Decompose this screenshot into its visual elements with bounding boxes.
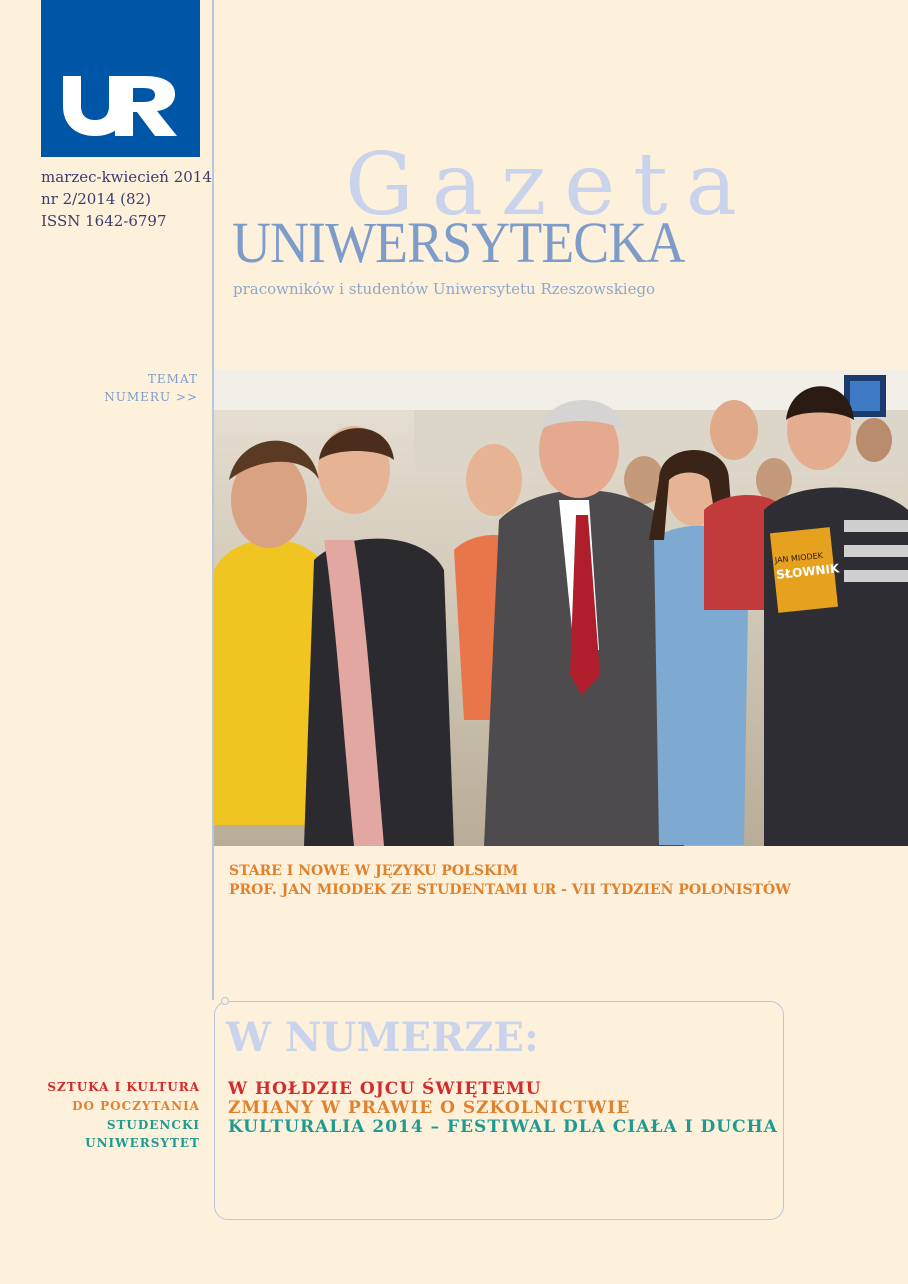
issue-number: nr 2/2014 (82) (41, 190, 151, 208)
contents-item[interactable]: ZMIANY W PRAWIE O SZKOLNICTWIE (228, 1098, 631, 1118)
section-label: SZTUKA I KULTURA (47, 1080, 200, 1094)
book-author: JAN MIODEK (774, 550, 824, 565)
caption-line2: PROF. JAN MIODEK ZE STUDENTAMI UR - VII TYDZIEŃ POLONISTÓW (229, 882, 791, 898)
contents-heading: W NUMERZE: (226, 1014, 539, 1061)
masthead-gazeta: Gazeta (345, 135, 756, 235)
issue-issn: ISSN 1642-6797 (41, 212, 167, 230)
temat-line1: TEMAT (147, 372, 198, 386)
issue-date: marzec-kwiecień 2014 (41, 168, 212, 186)
cover-photo (214, 370, 908, 846)
contents-item[interactable]: KULTURALIA 2014 – FESTIWAL DLA CIAŁA I DUCHA (228, 1117, 778, 1137)
section-label: STUDENCKI (106, 1118, 200, 1132)
cover-photo-illustration (214, 370, 908, 846)
section-label: DO POCZYTANIA (72, 1099, 200, 1113)
contents-box-dot (221, 997, 229, 1005)
masthead-subtitle: pracowników i studentów Uniwersytetu Rzeszowskiego (233, 280, 656, 298)
ur-logo-mark (59, 74, 179, 136)
temat-line2: NUMERU >> (104, 390, 198, 404)
temat-numeru-label (104, 370, 198, 406)
caption-line1: STARE I NOWE W JĘZYKU POLSKIM (229, 863, 519, 879)
ur-logo (41, 0, 200, 157)
section-label: UNIWERSYTET (85, 1136, 200, 1150)
contents-item[interactable]: W HOŁDZIE OJCU ŚWIĘTEMU (228, 1079, 542, 1099)
photo-caption (229, 862, 791, 900)
masthead-title: UNIWERSYTECKA (232, 210, 685, 275)
book-title: SŁOWNIK (775, 561, 840, 582)
